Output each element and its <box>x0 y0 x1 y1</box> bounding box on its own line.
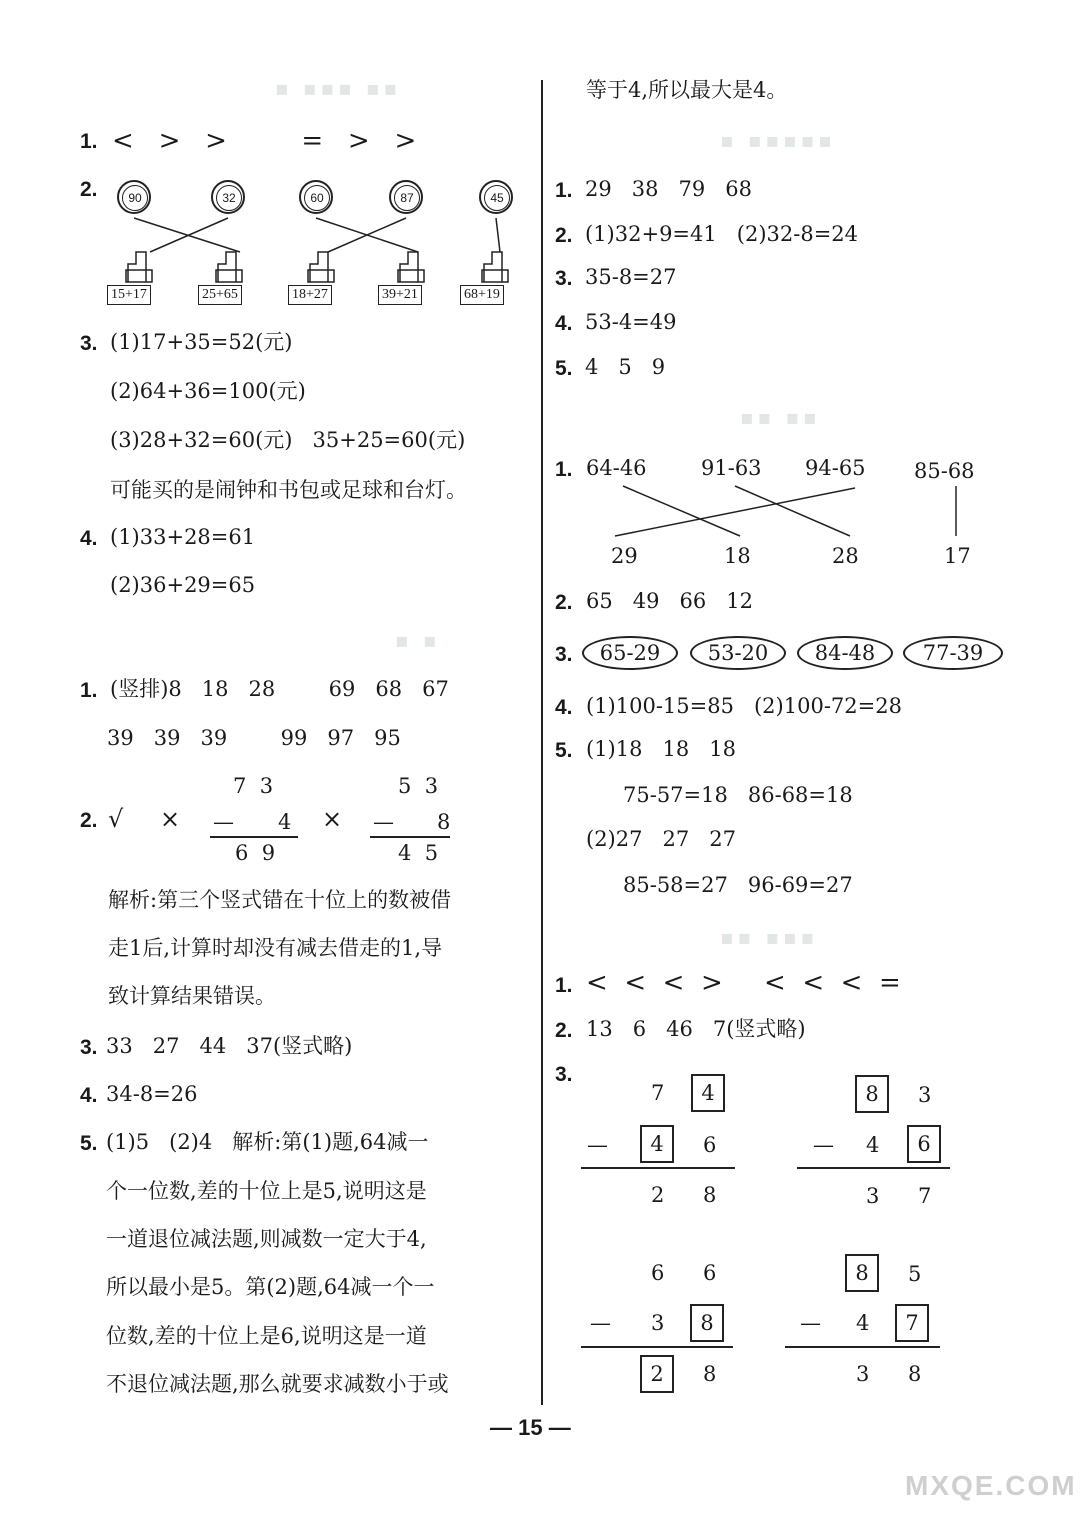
faint-section-header: ▪▪ ▪▪ <box>740 405 821 429</box>
vertical-result: 6 9 <box>235 841 276 865</box>
watermark-logo: MXQE.COM <box>905 1470 1077 1501</box>
answer-line: 35-8=27 <box>585 265 677 289</box>
answer-line: (2)64+36=100(元) <box>110 379 306 403</box>
minus-sign: — <box>590 1311 611 1335</box>
number-circle: 90 <box>117 180 151 214</box>
number-circle: 60 <box>299 180 333 214</box>
q-number: 2. <box>80 809 98 832</box>
q-number: 5. <box>555 739 573 762</box>
answer-line: (1)5 (2)4 解析:第(1)题,64减一 <box>106 1130 429 1154</box>
digit: 4 <box>856 1311 870 1335</box>
q-number: 1. <box>80 130 98 153</box>
answer-box: 8 <box>690 1304 724 1342</box>
number-circle: 32 <box>211 180 245 214</box>
minus-sign: — <box>800 1311 821 1335</box>
answer-line: (1)17+35=52(元) <box>110 330 293 354</box>
answer-box: 2 <box>640 1355 674 1393</box>
vertical-line <box>785 1346 940 1348</box>
answer-line: 53-4=49 <box>585 310 677 334</box>
digit: 7 <box>651 1081 665 1105</box>
q-number: 1. <box>80 679 98 702</box>
vertical-top: 7 3 <box>233 774 274 798</box>
q-number: 2. <box>555 1019 573 1042</box>
number-circle: 45 <box>479 180 513 214</box>
faint-section-header: ▪ ▪▪▪▪▪ <box>720 128 836 152</box>
answer-line: < < < > < < < = <box>586 968 901 998</box>
vertical-sub: 8 <box>437 810 451 834</box>
machine-label: 15+17 <box>107 285 151 305</box>
expr-bottom: 29 <box>611 544 638 568</box>
answer-line: (竖排)8 18 28 69 68 67 <box>110 677 449 701</box>
digit: 7 <box>918 1184 932 1208</box>
q-number: 4. <box>80 1084 98 1107</box>
analysis-line: 走1后,计算时却没有减去借走的1,导 <box>108 936 443 960</box>
answer-line: 65 49 66 12 <box>586 589 753 613</box>
vertical-op: — <box>373 810 394 834</box>
q-number: 3. <box>80 332 98 355</box>
digit: 5 <box>908 1262 922 1286</box>
answer-box: 4 <box>691 1074 725 1112</box>
continued-line: 等于4,所以最大是4。 <box>586 78 788 102</box>
vertical-top: 5 3 <box>398 774 439 798</box>
digit: 3 <box>651 1311 665 1335</box>
q-number: 4. <box>80 527 98 550</box>
q-number: 3. <box>555 1063 573 1086</box>
answer-line: (1)18 18 18 <box>586 737 736 761</box>
matching-lines <box>590 480 990 550</box>
faint-section-header: ▪ ▪▪▪ ▪▪ <box>275 76 402 100</box>
q-number: 1. <box>555 179 573 202</box>
answer-line: 可能买的是闹钟和书包或足球和台灯。 <box>110 478 467 502</box>
digit: 8 <box>703 1362 717 1386</box>
q-number: 4. <box>555 312 573 335</box>
machine-label: 18+27 <box>288 285 332 305</box>
q-number: 5. <box>80 1132 98 1155</box>
digit: 3 <box>866 1184 880 1208</box>
answer-line: (3)28+32=60(元) 35+25=60(元) <box>110 428 466 452</box>
page-number: — 15 — <box>490 1415 571 1440</box>
expr-bottom: 18 <box>724 544 751 568</box>
digit: 6 <box>703 1133 717 1157</box>
vertical-line <box>581 1167 735 1169</box>
machine-label: 25+65 <box>198 285 242 305</box>
answer-line: (2)36+29=65 <box>110 573 256 597</box>
circled-expression: 84-48 <box>797 636 893 670</box>
answer-line: (1)32+9=41 (2)32-8=24 <box>585 222 859 246</box>
expr-top: 94-65 <box>805 456 866 480</box>
digit: 8 <box>703 1183 717 1207</box>
answer-box: 4 <box>640 1125 674 1163</box>
digit: 3 <box>918 1083 932 1107</box>
expr-top: 64-46 <box>586 456 647 480</box>
answer-line: 位数,差的十位上是6,说明这是一道 <box>106 1324 427 1348</box>
check-mark: √ <box>108 805 124 833</box>
answer-line: 所以最小是5。第(2)题,64减一个一 <box>106 1275 435 1299</box>
answer-line: 85-58=27 96-69=27 <box>623 873 853 897</box>
vertical-result: 4 5 <box>398 841 439 865</box>
answer-box: 8 <box>855 1075 889 1113</box>
digit: 3 <box>856 1362 870 1386</box>
vertical-line <box>581 1346 733 1348</box>
vertical-line <box>370 836 450 838</box>
circled-expression: 77-39 <box>903 636 1003 670</box>
digit: 2 <box>651 1183 665 1207</box>
q-number: 5. <box>555 357 573 380</box>
circled-expression: 65-29 <box>582 636 678 670</box>
answer-box: 7 <box>895 1304 929 1342</box>
vertical-line <box>797 1167 950 1169</box>
machine-label: 68+19 <box>460 285 504 305</box>
answer-line: 个一位数,差的十位上是5,说明这是 <box>106 1179 427 1203</box>
answer-line: 29 38 79 68 <box>585 177 752 201</box>
answer-line: (1)33+28=61 <box>110 525 256 549</box>
q-number: 2. <box>555 591 573 614</box>
cross-mark: × <box>160 805 181 833</box>
vertical-sub: 4 <box>278 810 292 834</box>
vertical-line <box>210 836 298 838</box>
q-number: 3. <box>555 643 573 666</box>
digit: 4 <box>866 1133 880 1157</box>
circled-expression: 53-20 <box>690 636 786 670</box>
expr-top: 85-68 <box>914 459 975 483</box>
q-number: 1. <box>555 974 573 997</box>
number-circle: 87 <box>389 180 423 214</box>
q-number: 2. <box>555 224 573 247</box>
answer-line: (2)27 27 27 <box>586 827 736 851</box>
answer-box: 6 <box>907 1125 941 1163</box>
answer-line: 不退位减法题,那么就要求减数小于或 <box>106 1372 449 1396</box>
answer-box: 8 <box>845 1254 879 1292</box>
answer-line: 一道退位减法题,则减数一定大于4, <box>106 1227 427 1251</box>
answer-line: 4 5 9 <box>585 355 666 379</box>
answer-line: < > > = > > <box>112 126 417 156</box>
q-number: 3. <box>80 1036 98 1059</box>
analysis-line: 致计算结果错误。 <box>108 984 276 1008</box>
q-number: 2. <box>80 178 98 201</box>
answer-line: 39 39 39 99 97 95 <box>107 726 401 750</box>
q-number: 4. <box>555 696 573 719</box>
faint-section-header: ▪ ▪ <box>395 628 441 652</box>
minus-sign: — <box>587 1133 608 1157</box>
q-number: 3. <box>555 267 573 290</box>
answer-line: 75-57=18 86-68=18 <box>623 783 853 807</box>
answer-line: (1)100-15=85 (2)100-72=28 <box>586 694 902 718</box>
expr-top: 91-63 <box>701 456 762 480</box>
expr-bottom: 28 <box>832 544 859 568</box>
faint-section-header: ▪▪ ▪▪▪ <box>720 925 819 949</box>
answer-line: 33 27 44 37(竖式略) <box>106 1034 353 1058</box>
vertical-op: — <box>213 810 234 834</box>
minus-sign: — <box>813 1133 834 1157</box>
q-number: 1. <box>555 458 573 481</box>
answer-line: 13 6 46 7(竖式略) <box>586 1017 806 1041</box>
analysis-line: 解析:第三个竖式错在十位上的数被借 <box>108 888 452 912</box>
expr-bottom: 17 <box>944 544 971 568</box>
digit: 6 <box>651 1261 665 1285</box>
digit: 8 <box>908 1362 922 1386</box>
column-divider <box>541 80 543 1405</box>
answer-line: 34-8=26 <box>106 1082 198 1106</box>
cross-mark: × <box>322 805 343 833</box>
machine-label: 39+21 <box>378 285 422 305</box>
digit: 6 <box>703 1261 717 1285</box>
